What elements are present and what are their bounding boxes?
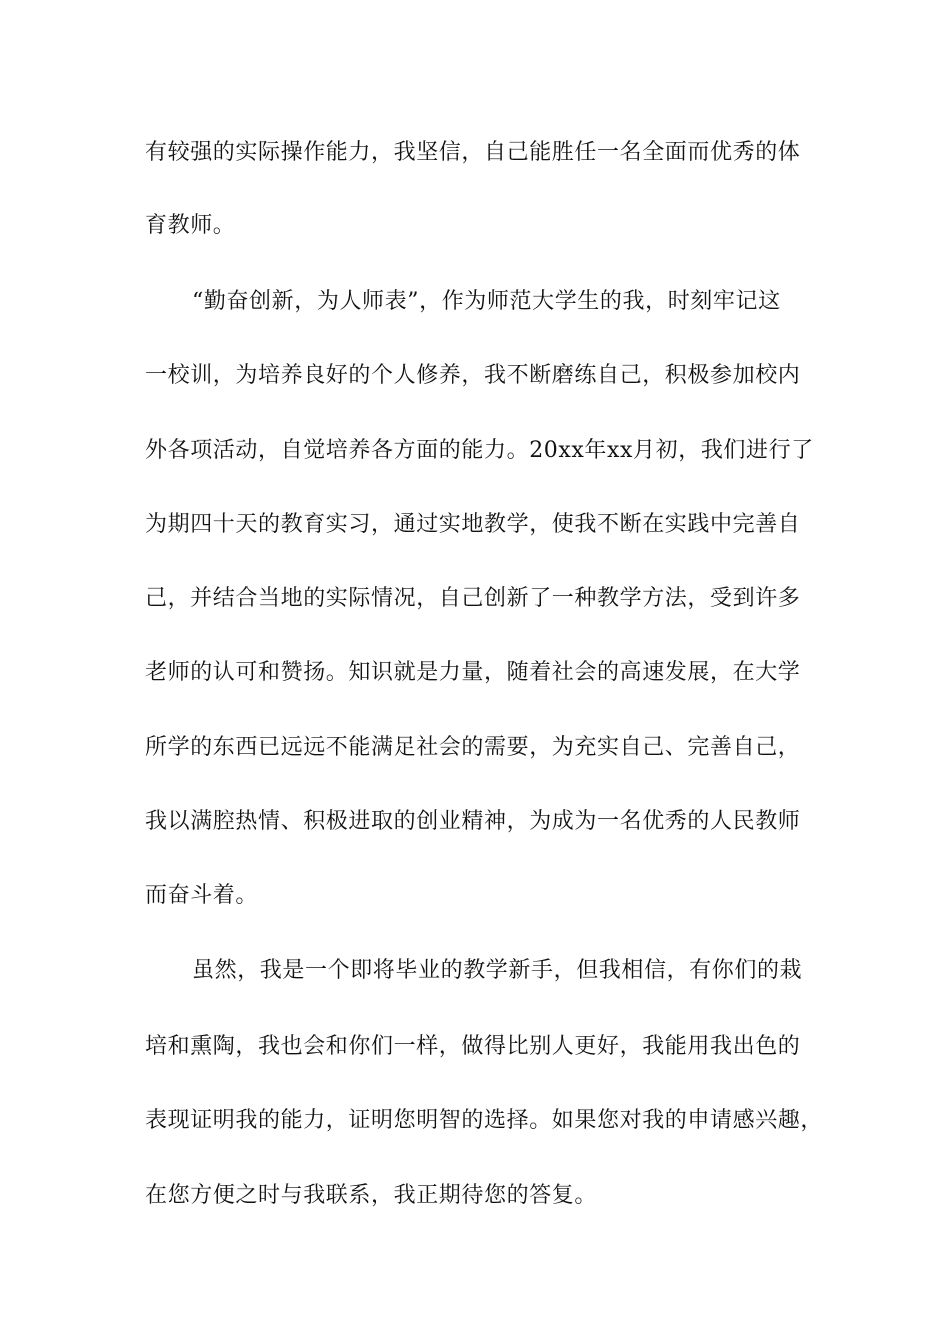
text-line: 有较强的实际操作能力，我坚信，自己能胜任一名全面而优秀的体 xyxy=(145,140,801,165)
paragraph-start-line: 虽然，我是一个即将毕业的教学新手，但我相信，有你们的栽 xyxy=(192,958,803,983)
text-line: 外各项活动，自觉培养各方面的能力。20xx年xx月初，我们进行了 xyxy=(145,438,814,463)
text-line: 我以满腔热情、积极进取的创业精神，为成为一名优秀的人民教师 xyxy=(145,809,801,834)
text-line: 所学的东西已远远不能满足社会的需要，为充实自己、完善自己， xyxy=(145,735,801,760)
text-line: 老师的认可和赞扬。知识就是力量，随着社会的高速发展，在大学 xyxy=(145,660,801,685)
text-line: 育教师。 xyxy=(145,213,236,238)
paragraph-start-line: “勤奋创新，为人师表”，作为师范大学生的我，时刻牢记这 xyxy=(192,289,781,314)
text-line: 在您方便之时与我联系，我正期待您的答复。 xyxy=(145,1183,598,1208)
text-line: 己，并结合当地的实际情况，自己创新了一种教学方法，受到许多 xyxy=(145,586,801,611)
text-line: 培和熏陶，我也会和你们一样，做得比别人更好，我能用我出色的 xyxy=(145,1034,801,1059)
text-line: 一校训，为培养良好的个人修养，我不断磨练自己，积极参加校内 xyxy=(145,363,801,388)
text-line: 而奋斗着。 xyxy=(145,883,259,908)
text-line: 表现证明我的能力，证明您明智的选择。如果您对我的申请感兴趣， xyxy=(145,1108,824,1133)
text-line: 为期四十天的教育实习，通过实地教学，使我不断在实践中完善自 xyxy=(145,512,801,537)
